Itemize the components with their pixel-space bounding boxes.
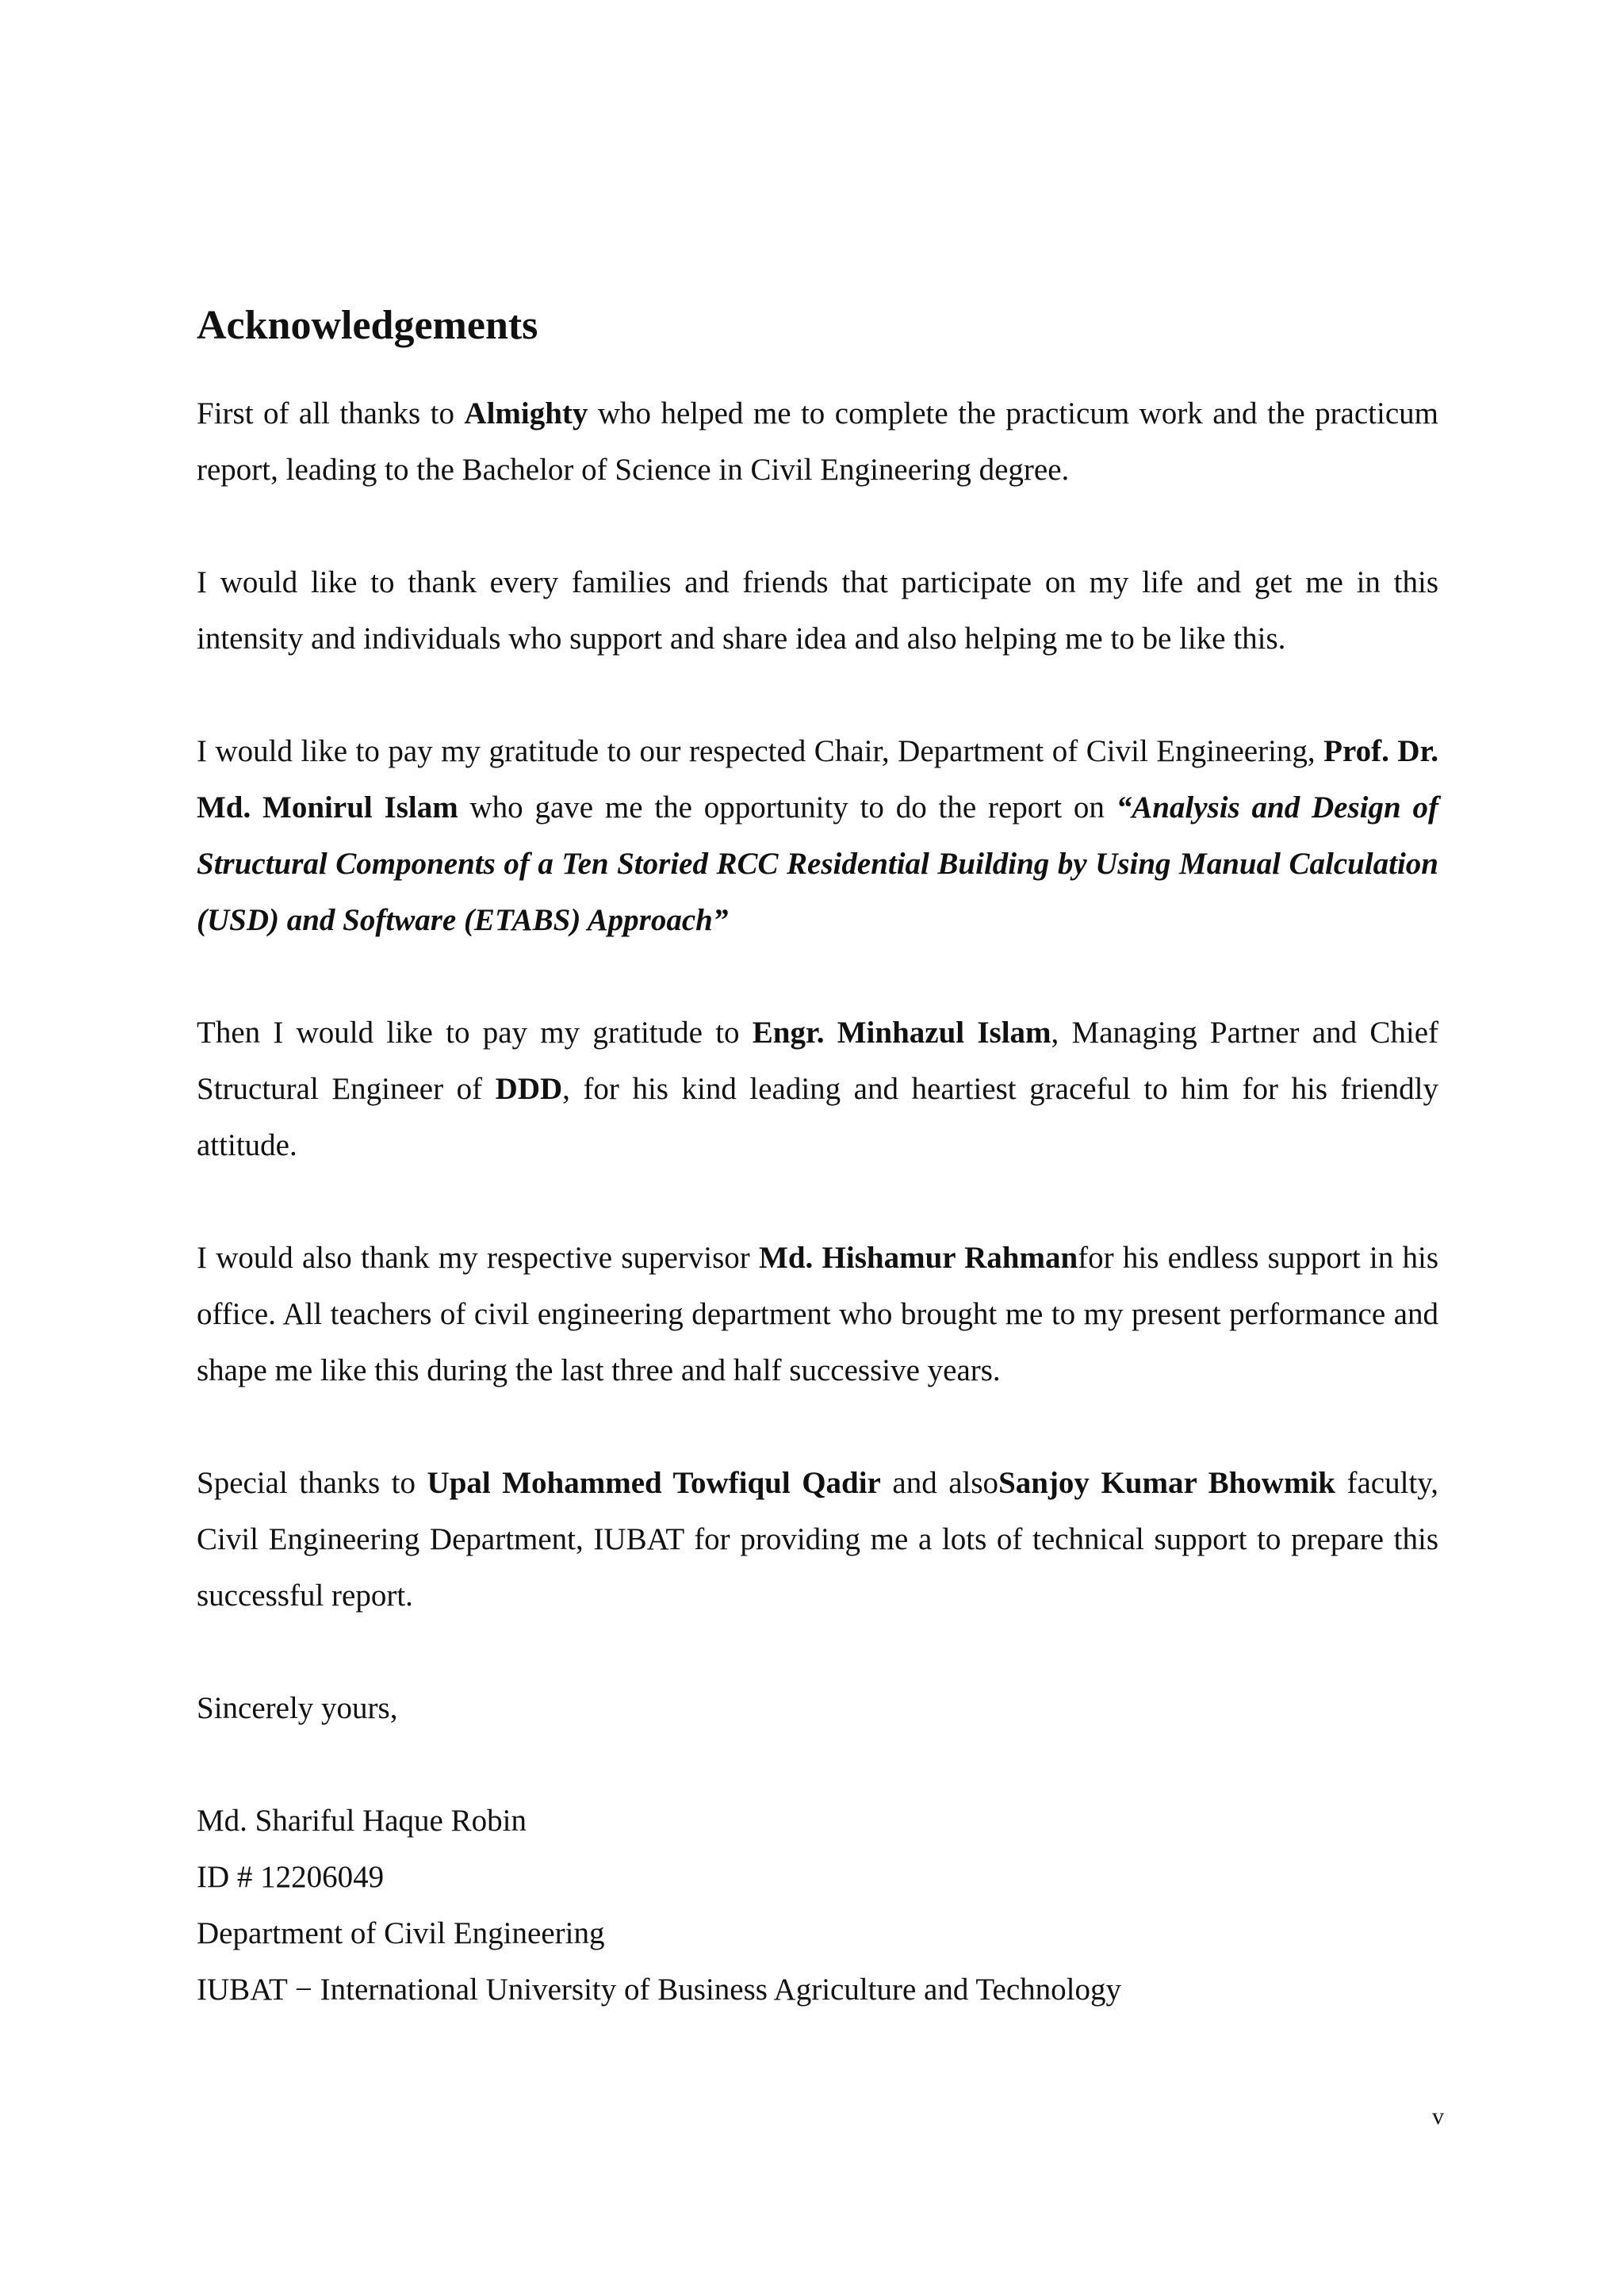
report-title: “Analysis and Design of Structural Components of a Ten Storied RCC Residential Building by Using Manual Calculation (USD) and Software (ETABS) Approach” — [197, 790, 1438, 938]
paragraph-thanks-almighty — [197, 385, 1438, 498]
document-body — [197, 301, 1438, 2018]
text: I would also thank my respective supervisor — [197, 1241, 760, 1276]
text: who helped me to complete the practicum work and the practicum report, leading to the Bachelor of Science in Civil Engineering degree. — [197, 396, 1438, 488]
text: , Managing Partner and Chief Structural Engineer of — [197, 1016, 1438, 1107]
bold-text: Upal Mohammed Towfiqul Qadir — [427, 1466, 881, 1501]
paragraph-thanks-supervisor — [197, 1230, 1438, 1399]
bold-text: Sanjoy Kumar Bhowmik — [998, 1466, 1335, 1501]
paragraph-thanks-engineer — [197, 1004, 1438, 1173]
bold-text: Almighty — [464, 396, 588, 431]
page-number: v — [1432, 2103, 1444, 2130]
text: who gave me the opportunity to do the report on — [458, 790, 1116, 825]
closing-salutation: Sincerely yours, — [197, 1691, 398, 1726]
page-title: Acknowledgements — [197, 303, 538, 348]
paragraph-thanks-chair — [197, 723, 1438, 948]
signature-university: IUBAT − International University of Business Agriculture and Technology — [197, 1973, 1121, 2007]
signature-name: Md. Shariful Haque Robin — [197, 1804, 527, 1839]
text: and also — [880, 1466, 999, 1501]
text: Then I would like to pay my gratitude to — [197, 1016, 753, 1050]
paragraph-special-thanks — [197, 1455, 1438, 1624]
bold-text: Md. Hishamur Rahman — [759, 1241, 1078, 1276]
signature-block — [197, 1793, 1438, 2018]
bold-text: DDD — [495, 1072, 563, 1107]
paragraph-thanks-family — [197, 554, 1438, 667]
text: I would like to thank every families and friends that participate on my life and get me in this intensity and individuals who support and share idea and also helping me to be like this. — [197, 565, 1438, 656]
text: faculty, Civil Engineering Department, IUBAT for providing me a lots of technical support to prepare this successful report. — [197, 1466, 1439, 1613]
text: First of all thanks to — [197, 396, 465, 431]
bold-text: Engr. Minhazul Islam — [752, 1016, 1051, 1050]
bold-text: Prof. Dr. Md. Monirul Islam — [197, 734, 1438, 825]
text: I would like to pay my gratitude to our respected Chair, Department of Civil Engineering, — [197, 734, 1324, 769]
signature-id: ID # 12206049 — [197, 1860, 385, 1895]
signature-department: Department of Civil Engineering — [197, 1916, 605, 1951]
text: for his endless support in his office. All teachers of civil engineering department who brought me to my present performance and shape me like this during the last three and half successive years. — [197, 1241, 1438, 1388]
text: Special thanks to — [197, 1466, 427, 1501]
text: , for his kind leading and heartiest graceful to him for his friendly attitude. — [197, 1072, 1439, 1163]
